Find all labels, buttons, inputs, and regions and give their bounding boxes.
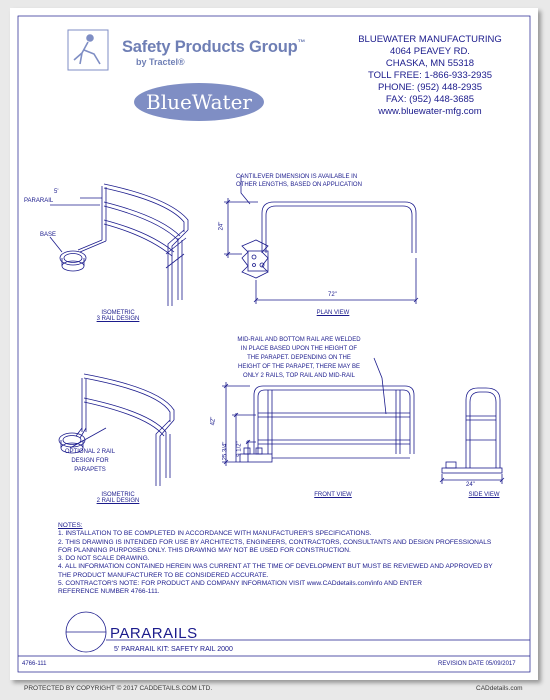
- brand-logo-sub: by Tractel®: [136, 57, 185, 67]
- caption-isometric-2-rail: ISOMETRIC 2 RAIL DESIGN: [96, 492, 140, 504]
- caption-side-view: SIDE VIEW: [468, 492, 500, 498]
- note-2a: 2. THIS DRAWING IS INTENDED FOR USE BY ARCHITECTS, ENGINEERS, CONTRACTORS, CONSULTANTS AND DESIGN PROFESSIONALS: [58, 538, 492, 546]
- note-2b: FOR PLANNING PURPOSES ONLY. THIS DRAWING MAY NOT BE USED FOR CONSTRUCTION.: [58, 546, 351, 554]
- note-1: 1. INSTALLATION TO BE COMPLETED IN ACCORDANCE WITH MANUFACTURER'S SPECIFICATIONS.: [58, 530, 372, 538]
- dim-side-24: 24": [466, 482, 475, 488]
- note-mid-rail: MID-RAIL AND BOTTOM RAIL ARE WELDED IN PLACE BASED UPON THE HEIGHT OF THE PARAPET. DEPENDING ON THE HEIGHT OF THE PARAPET, THERE MAY BE ONLY 2 RAILS, TOP RAIL AND MID-RAIL: [237, 337, 361, 379]
- note-5a: 5. CONTRACTOR'S NOTE: FOR PRODUCT AND COMPANY INFORMATION VISIT www.CADdetails.com/info AND ENTER: [58, 580, 422, 588]
- dim-plan-24: 24": [218, 221, 225, 231]
- note-4b: THE PRODUCT MANUFACTURER TO BE CONSIDERED ACCURATE.: [58, 571, 269, 579]
- bluewater-badge: BlueWater: [134, 83, 264, 121]
- isometric-3-rail-drawing: [50, 184, 188, 306]
- caption-front-view: FRONT VIEW: [314, 492, 352, 498]
- dim-front-25: 25 3/4": [222, 441, 229, 461]
- dim-front-9: 9 1/2": [236, 441, 243, 457]
- plan-view-drawing: [224, 175, 418, 304]
- note-4a: 4. ALL INFORMATION CONTAINED HEREIN WAS CURRENT AT THE TIME OF DEVELOPMENT BUT MUST BE REVIEWED AND APPROVED BY: [58, 563, 493, 571]
- brand-logo-name: Safety Products Group™: [122, 38, 306, 56]
- company-address1: 4064 PEAVEY RD.: [390, 46, 470, 57]
- label-base: BASE: [40, 232, 57, 238]
- drawing-title: PARARAILS: [110, 625, 198, 642]
- note-optional-2-rail: OPTIONAL 2 RAIL DESIGN FOR PARAPETS: [64, 449, 116, 473]
- caddetails-link[interactable]: CADdetails.com: [476, 685, 523, 692]
- drawing-sheet: [10, 8, 538, 680]
- dim-plan-72: 72": [328, 292, 337, 298]
- note-3: 3. DO NOT SCALE DRAWING.: [58, 555, 150, 563]
- copyright-notice: PROTECTED BY COPYRIGHT © 2017 CADDETAILS.COM LTD.: [24, 685, 213, 692]
- company-header: [330, 34, 530, 118]
- company-phone: PHONE: (952) 448-2935: [377, 82, 483, 93]
- note-cantilever: CANTILEVER DIMENSION IS AVAILABLE IN OTHER LENGTHS, BASED ON APPLICATION: [236, 174, 362, 188]
- notes-heading: NOTES:: [58, 522, 83, 529]
- label-five-feet: 5': [54, 189, 59, 195]
- label-pararail: PARARAIL: [24, 198, 54, 204]
- dim-front-42: 42": [210, 416, 217, 426]
- company-toll-free: TOLL FREE: 1-866-933-2935: [367, 70, 493, 81]
- side-view-drawing: [440, 388, 504, 484]
- note-5b: REFERENCE NUMBER 4766-111.: [58, 588, 160, 596]
- company-fax: FAX: (952) 448-3685: [385, 94, 475, 105]
- company-web: www.bluewater-mfg.com: [378, 106, 482, 117]
- notes-block: [58, 522, 493, 597]
- drawing-subtitle: 5' PARARAIL KIT: SAFETY RAIL 2000: [114, 646, 233, 653]
- reference-number: 4766-111: [22, 661, 47, 667]
- company-name: BLUEWATER MANUFACTURING: [358, 34, 502, 45]
- caption-isometric-3-rail: ISOMETRIC 3 RAIL DESIGN: [96, 310, 140, 322]
- revision-date: REVISION DATE 05/09/2017: [438, 661, 516, 667]
- worker-figure-icon: [68, 30, 108, 70]
- caption-plan-view: PLAN VIEW: [316, 310, 350, 316]
- company-address2: CHASKA, MN 55318: [385, 58, 475, 69]
